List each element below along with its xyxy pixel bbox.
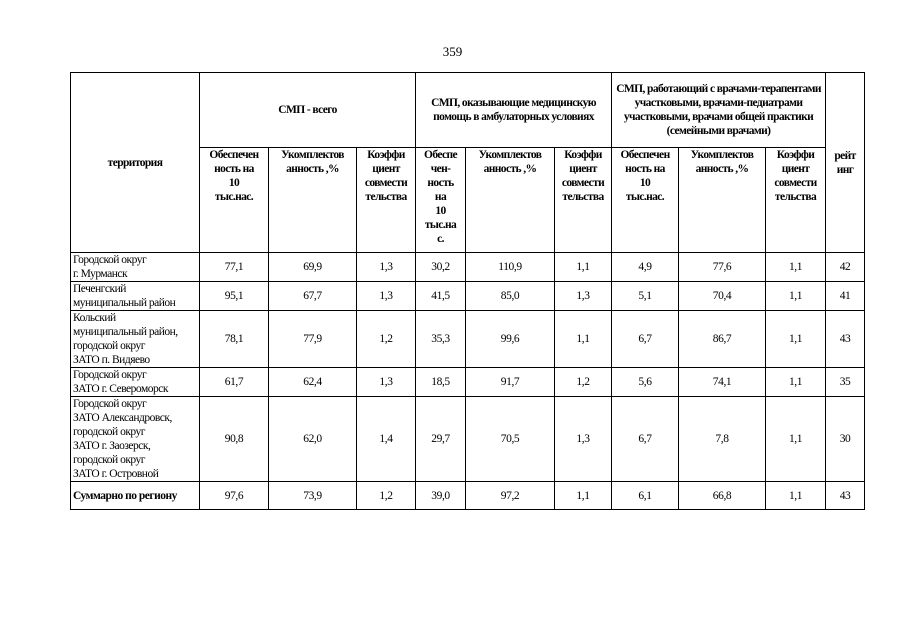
table-cell: 5,1 bbox=[612, 282, 679, 311]
rating-cell: 35 bbox=[826, 368, 865, 397]
subheader-coefficient: Коэффи циент совмести тельства bbox=[555, 148, 612, 253]
table-cell: 6,7 bbox=[612, 311, 679, 368]
table-cell: 1,1 bbox=[766, 282, 826, 311]
subheader-staffing: Укомплектов анность ,% bbox=[269, 148, 357, 253]
table-row bbox=[71, 368, 865, 397]
table-cell: 1,1 bbox=[766, 253, 826, 282]
table-cell: 5,6 bbox=[612, 368, 679, 397]
table-cell: 6,7 bbox=[612, 397, 679, 482]
table-cell: 30,2 bbox=[416, 253, 466, 282]
territory-name: Печенгский муниципальный район bbox=[71, 282, 200, 311]
table-cell: 78,1 bbox=[200, 311, 269, 368]
table-cell: 69,9 bbox=[269, 253, 357, 282]
table-cell: 1,3 bbox=[357, 368, 416, 397]
table-cell: 77,9 bbox=[269, 311, 357, 368]
rating-cell: 30 bbox=[826, 397, 865, 482]
table-cell: 67,7 bbox=[269, 282, 357, 311]
table-cell: 1,1 bbox=[766, 311, 826, 368]
table-cell: 97,6 bbox=[200, 482, 269, 510]
subheader-staffing: Укомплектов анность ,% bbox=[466, 148, 555, 253]
territory-name: Городской округ г. Мурманск bbox=[71, 253, 200, 282]
table-cell: 95,1 bbox=[200, 282, 269, 311]
subheader-coefficient: Коэффи циент совмести тельства bbox=[766, 148, 826, 253]
table-cell: 1,3 bbox=[555, 397, 612, 482]
table-cell: 62,0 bbox=[269, 397, 357, 482]
table-cell: 29,7 bbox=[416, 397, 466, 482]
table-cell: 1,2 bbox=[357, 482, 416, 510]
territory-name: Городской округ ЗАТО Александровск, городской округ ЗАТО г. Заозерск, городской округ ЗАТО г. Островной bbox=[71, 397, 200, 482]
table-cell: 62,4 bbox=[269, 368, 357, 397]
table-cell: 61,7 bbox=[200, 368, 269, 397]
rating-cell: 42 bbox=[826, 253, 865, 282]
subheader-provision: Обеспечен ность на 10 тыс.нас. bbox=[612, 148, 679, 253]
table-row bbox=[71, 282, 865, 311]
table-cell: 70,5 bbox=[466, 397, 555, 482]
table-cell: 1,1 bbox=[555, 482, 612, 510]
table-cell: 18,5 bbox=[416, 368, 466, 397]
rating-cell: 43 bbox=[826, 311, 865, 368]
table-cell: 1,4 bbox=[357, 397, 416, 482]
table-cell: 41,5 bbox=[416, 282, 466, 311]
group-header-smp-ambulatory: СМП, оказывающие медицинскую помощь в амбулаторных условиях bbox=[416, 73, 612, 148]
table-cell: 39,0 bbox=[416, 482, 466, 510]
table-cell: 1,3 bbox=[357, 253, 416, 282]
table-row bbox=[71, 397, 865, 482]
territory-name: Кольский муниципальный район, городской округ ЗАТО п. Видяево bbox=[71, 311, 200, 368]
table-cell: 1,3 bbox=[555, 282, 612, 311]
table-cell: 110,9 bbox=[466, 253, 555, 282]
subheader-staffing: Укомплектов анность ,% bbox=[679, 148, 766, 253]
table-cell: 91,7 bbox=[466, 368, 555, 397]
table-cell: 66,8 bbox=[679, 482, 766, 510]
table-cell: 1,1 bbox=[766, 368, 826, 397]
rating-cell: 41 bbox=[826, 282, 865, 311]
table-cell: 6,1 bbox=[612, 482, 679, 510]
table-cell: 99,6 bbox=[466, 311, 555, 368]
table-row-total bbox=[71, 482, 865, 510]
header-row-groups bbox=[71, 73, 865, 148]
territory-name: Городской округ ЗАТО г. Североморск bbox=[71, 368, 200, 397]
rating-header: рейт инг bbox=[826, 73, 865, 253]
table-cell: 77,6 bbox=[679, 253, 766, 282]
table-cell: 77,1 bbox=[200, 253, 269, 282]
table-cell: 7,8 bbox=[679, 397, 766, 482]
statistics-table bbox=[70, 72, 865, 510]
table-cell: 1,2 bbox=[357, 311, 416, 368]
subheader-provision: Обеспе чен- ность на 10 тыс.на с. bbox=[416, 148, 466, 253]
subheader-coefficient: Коэффи циент совмести тельства bbox=[357, 148, 416, 253]
table-cell: 70,4 bbox=[679, 282, 766, 311]
table-cell: 1,1 bbox=[555, 253, 612, 282]
table-cell: 1,3 bbox=[357, 282, 416, 311]
table-cell: 35,3 bbox=[416, 311, 466, 368]
table-cell: 1,1 bbox=[555, 311, 612, 368]
territory-header: территория bbox=[71, 73, 200, 253]
subheader-provision: Обеспечен ность на 10 тыс.нас. bbox=[200, 148, 269, 253]
table-cell: 90,8 bbox=[200, 397, 269, 482]
table-cell: 73,9 bbox=[269, 482, 357, 510]
table-cell: 1,2 bbox=[555, 368, 612, 397]
table-cell: 97,2 bbox=[466, 482, 555, 510]
table-cell: 1,1 bbox=[766, 482, 826, 510]
table-cell: 4,9 bbox=[612, 253, 679, 282]
table-cell: 86,7 bbox=[679, 311, 766, 368]
page-number: 359 bbox=[442, 44, 463, 59]
table-cell: 1,1 bbox=[766, 397, 826, 482]
table-row bbox=[71, 253, 865, 282]
group-header-smp-total: СМП - всего bbox=[200, 73, 416, 148]
table-cell: 85,0 bbox=[466, 282, 555, 311]
rating-cell: 43 bbox=[826, 482, 865, 510]
territory-name-total: Суммарно по региону bbox=[71, 482, 200, 510]
table-cell: 74,1 bbox=[679, 368, 766, 397]
table-row bbox=[71, 311, 865, 368]
group-header-smp-district: СМП, работающий с врачами-терапентами участковыми, врачами-педиатрами участковыми, врачами общей практики (семейными врачами) bbox=[612, 73, 826, 148]
